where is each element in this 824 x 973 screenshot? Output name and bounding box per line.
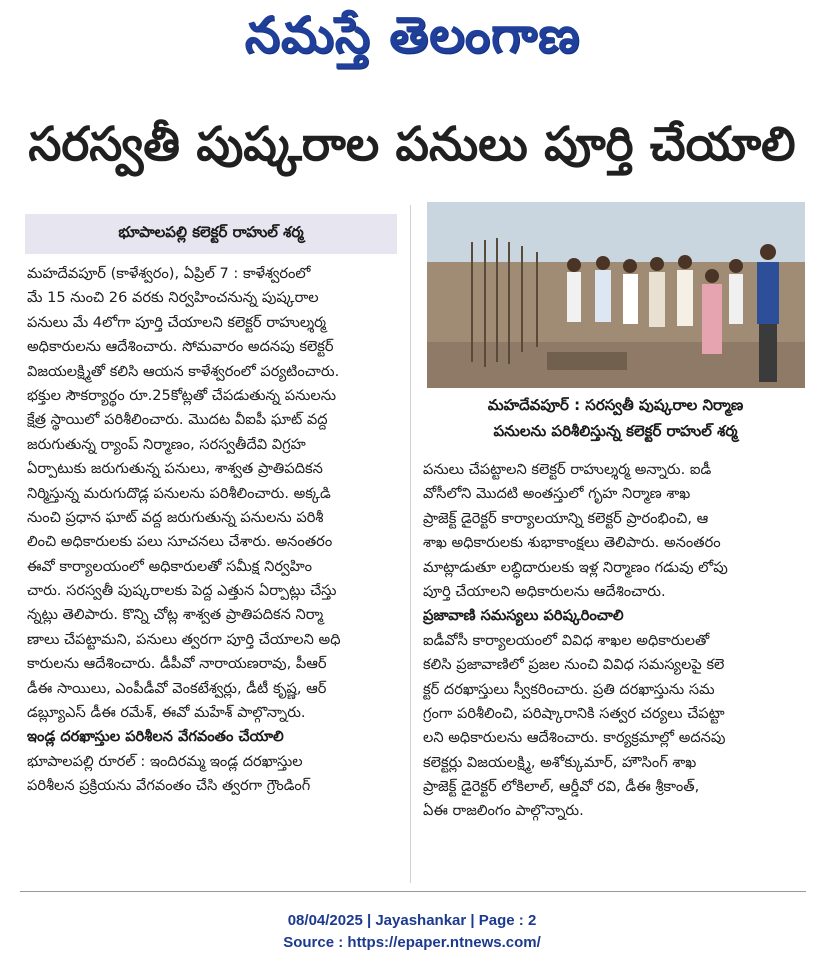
text-line: వోసీలోని మొదటి అంతస్తులో గృహ నిర్మాణ శాఖ <box>423 485 691 503</box>
text-line: ప్రాజెక్ట్ డైరెక్టర్ కార్యాలయాన్ని కలెక్టర్ ప్రారంభించి, ఆ <box>423 509 709 527</box>
newspaper-masthead: నమస్తే తెలంగాణ <box>244 5 581 64</box>
text-line: మాట్లాడుతూ లబ్ధిదారులకు ఇళ్ల నిర్మాణం గడువు లోపు <box>423 558 728 576</box>
text-line: భూపాలపల్లి రూరల్ : ఇందిరమ్మ ఇండ్ల దరఖాస్తుల <box>27 752 303 770</box>
text-line: జరుగుతున్న ర్యాంప్ నిర్మాణం, సరస్వతీదేవి విగ్రహ <box>27 435 306 453</box>
article-left-column <box>27 262 399 799</box>
footer-source-link[interactable]: Source : https://epaper.ntnews.com/ <box>283 934 541 951</box>
text-line: న్నట్లు తెలిపారు. కొన్ని చోట్ల శాశ్వత ప్రాతిపదికన నిర్మా <box>27 606 324 624</box>
photo-caption <box>423 392 808 444</box>
text-line: నుంచి ప్రధాన ఘాట్ వద్ద జరుగుతున్న పనులను పరిశీ <box>27 508 324 526</box>
text-line: ఏర్పాటుకు జరుగుతున్న పనులు, శాశ్వత ప్రాతిపదికన <box>27 460 323 478</box>
text-line: కలెక్టర్లు విజయలక్ష్మి, అశోక్కుమార్, హౌసింగ్ శాఖ <box>423 753 697 771</box>
article-headline: సరస్వతీ పుష్కరాల పనులు పూర్తి చేయాలి <box>28 117 796 172</box>
subheading-housing: ఇండ్ల దరఖాస్తుల పరిశీలన వేగవంతం చేయాలి <box>27 728 284 746</box>
text-line: లని అధికారులను ఆదేశించారు. కార్యక్రమాల్లో అదనపు <box>423 729 726 747</box>
text-line: క్షేత్ర స్థాయిలో పరిశీలించారు. మొదట వీఐపీ ఘాట్ వద్ద <box>27 411 328 429</box>
text-line: ప్రాజెక్ట్ డైరెక్టర్ లోకిలాల్, ఆర్డీవో రవి, డీఈ శ్రీకాంత్, <box>423 778 700 796</box>
footer-divider <box>20 891 806 892</box>
caption-line: పనులను పరిశీలిస్తున్న కలెక్టర్ రాహుల్ శర్మ <box>493 422 738 440</box>
text-line: పనులు మే 4లోగా పూర్తి చేయాలని కలెక్టర్ రాహుల్శర్మ <box>27 313 327 331</box>
text-line: చారు. సరస్వతీ పుష్కరాలకు పెద్ద ఎత్తున ఏర్పాట్లు చేస్తు <box>27 582 337 600</box>
text-line: అధికారులను ఆదేశించారు. సోమవారం అదనపు కలెక్టర్ <box>27 338 334 356</box>
text-line: ణాలు చేపట్టామని, పనులు త్వరగా పూర్తి చేయాలని అధి <box>27 630 341 648</box>
text-line: మే 15 నుంచి 26 వరకు నిర్వహించనున్న పుష్కరాల <box>27 289 319 307</box>
footer-edition-info: 08/04/2025 | Jayashankar | Page : 2 <box>287 912 537 929</box>
text-line: మహదేవపూర్ (కాళేశ్వరం), ఏప్రిల్ 7 : కాళేశ్వరంలో <box>27 265 311 282</box>
text-line: డబ్ల్యూఎస్ డీఈ రమేశ్, ఈవో మహేశ్ పాల్గొన్నారు. <box>27 704 306 722</box>
text-line: పరిశీలన ప్రక్రియను వేగవంతం చేసి త్వరగా గ్రౌండింగ్ <box>27 777 311 795</box>
page-footer <box>0 910 824 954</box>
text-line: భక్తుల సౌకర్యార్థం రూ.25కోట్లతో చేపడుతున్న పనులను <box>27 386 337 404</box>
article-right-column <box>423 458 808 824</box>
inspection-scene-illustration <box>427 202 805 388</box>
text-line: లించి అధికారులకు పలు సూచనలు చేశారు. అనంతరం <box>27 533 333 551</box>
text-line: ఈవో కార్యాలయంలో అధికారులతో సమీక్ష నిర్వహిం <box>27 557 312 575</box>
text-line: ఐడీవోసీ కార్యాలయంలో వివిధ శాఖల అధికారులతో <box>423 631 710 649</box>
text-line: పనులు చేపట్టాలని కలెక్టర్ రాహుల్శర్మ అన్నారు. ఐడీ <box>423 461 712 478</box>
text-line: శాఖ అధికారులకు శుభాకాంక్షలు తెలిపారు. అనంతరం <box>423 534 721 552</box>
text-line: డీఈ సాయిలు, ఎంపీడీవో వెంకటేశ్వర్లు, డీటీ కృష్ణ, ఆర్ <box>27 679 327 697</box>
text-line: నిర్మిస్తున్న మరుగుదొడ్ల పనులను పరిశీలించారు. అక్కడి <box>27 484 331 502</box>
text-line: కలిసి ప్రజావాణిలో ప్రజల నుంచి వివిధ సమస్యలపై కలె <box>423 656 725 674</box>
text-line: పూర్తి చేయాలని అధికారులను ఆదేశించారు. <box>423 582 666 600</box>
text-line: విజయలక్ష్మితో కలిసి ఆయన కాళేశ్వరంలో పర్యటించారు. <box>27 362 340 380</box>
news-photo <box>427 202 805 388</box>
article-byline: భూపాలపల్లి కలెక్టర్ రాహుల్ శర్మ <box>25 214 397 254</box>
text-line: క్టర్ దరఖాస్తులు స్వీకరించారు. ప్రతి దరఖాస్తును సమ <box>423 680 715 698</box>
column-divider <box>410 205 411 883</box>
text-line: ఏఈ రాజలింగం పాల్గొన్నారు. <box>423 802 584 820</box>
text-line: గ్రంగా పరిశీలించి, పరిష్కారానికి సత్వర చర్యలు చేపట్టా <box>423 704 725 722</box>
caption-line: మహదేవపూర్ : సరస్వతీ పుష్కరాల నిర్మాణ <box>487 396 744 414</box>
subheading-prajavani: ప్రజావాణి సమస్యలు పరిష్కరించాలి <box>423 607 624 625</box>
text-line: కారులను ఆదేశించారు. డీపీవో నారాయణరావు, పీఆర్ <box>27 655 327 673</box>
